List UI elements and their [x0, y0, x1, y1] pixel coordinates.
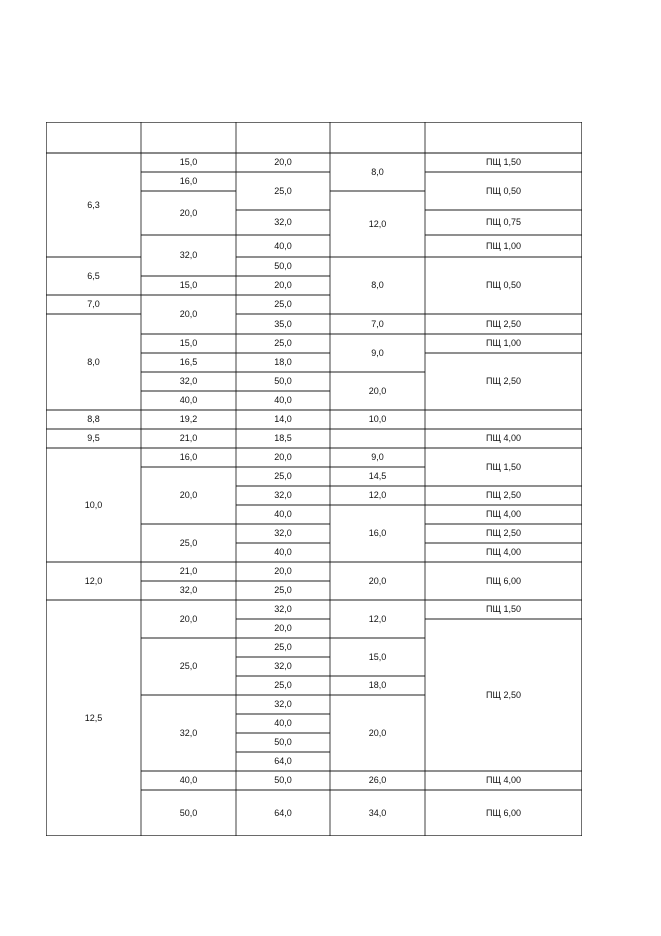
t-cell: 8,8	[87, 414, 100, 424]
wire-cell: ПЩ 2,50	[486, 528, 521, 538]
r-cell: 25,0	[274, 471, 292, 481]
r-cell: 20,0	[274, 280, 292, 290]
r-cell: 20,0	[274, 452, 292, 462]
r-cell: 20,0	[274, 623, 292, 633]
a2-cell: 26,0	[368, 775, 387, 785]
r-cell: 32,0	[274, 699, 292, 709]
r-cell: 25,0	[274, 338, 292, 348]
header-wire	[425, 122, 582, 153]
r-cell: 20,0	[274, 157, 292, 167]
a-cell: 32,0	[179, 585, 198, 595]
wire-cell: ПЩ 4,00	[486, 433, 521, 443]
a2-cell: 20,0	[368, 385, 387, 396]
r-cell: 35,0	[274, 318, 292, 329]
a-cell: 20,0	[179, 490, 198, 500]
r-cell: 50,0	[274, 376, 292, 386]
a-cell: 15,0	[179, 157, 198, 167]
t-cell: 8,0	[87, 356, 100, 367]
a-cell: 25,0	[179, 661, 198, 671]
a-cell: 20,0	[179, 309, 198, 319]
data-table	[46, 122, 582, 836]
r-cell: 25,0	[274, 642, 292, 652]
header-t	[46, 122, 141, 153]
a2-cell: 12,0	[368, 613, 387, 624]
a-cell: 15,0	[179, 280, 198, 290]
a2-cell: 12,0	[368, 218, 387, 229]
r-cell: 40,0	[274, 240, 292, 251]
wire-cell: ПЩ 6,00	[486, 575, 521, 586]
r-cell: 32,0	[274, 217, 292, 227]
a2-cell: 34,0	[368, 807, 387, 818]
header-a2	[330, 122, 425, 153]
a-cell: 15,0	[179, 338, 198, 348]
a2-cell: 16,0	[368, 528, 387, 538]
a-cell: 40,0	[179, 395, 198, 405]
a2-cell: 15,0	[368, 651, 387, 662]
r-cell: 64,0	[274, 756, 292, 766]
a2-cell: 10,0	[368, 414, 387, 424]
wire-cell: ПЩ 4,00	[486, 775, 521, 785]
a-cell: 32,0	[179, 727, 198, 738]
wire-cell: ПЩ 1,50	[486, 157, 521, 167]
header-a	[141, 122, 236, 153]
wire-cell: ПЩ 1,00	[486, 338, 521, 348]
a2-cell: 9,0	[371, 452, 384, 462]
r-cell: 32,0	[274, 604, 292, 614]
a2-cell: 14,5	[368, 471, 387, 481]
wire-cell: ПЩ 0,50	[486, 185, 521, 196]
a-cell: 20,0	[179, 207, 198, 218]
a-cell: 25,0	[179, 537, 198, 548]
a-cell: 20,0	[179, 613, 198, 624]
r-cell: 25,0	[274, 585, 292, 595]
a-cell: 16,0	[179, 176, 198, 186]
a-cell: 16,5	[179, 357, 198, 367]
r-cell: 64,0	[274, 807, 292, 818]
t-cell: 9,5	[87, 433, 100, 443]
r-cell: 14,0	[274, 414, 292, 424]
a-cell: 32,0	[179, 376, 198, 386]
a2-cell: 18,0	[368, 680, 387, 690]
r-cell: 32,0	[274, 661, 292, 671]
r-cell: 32,0	[274, 490, 292, 500]
wire-cell: ПЩ 4,00	[486, 509, 521, 519]
r-cell: 40,0	[274, 718, 292, 728]
a2-cell: 7,0	[371, 318, 384, 329]
a-cell: 50,0	[179, 807, 198, 818]
wire-cell: ПЩ 0,50	[486, 280, 521, 290]
r-cell: 50,0	[274, 775, 292, 785]
a2-cell: 8,0	[371, 166, 384, 177]
t-cell: 7,0	[87, 299, 100, 309]
r-cell: 18,5	[274, 433, 292, 443]
r-cell: 50,0	[274, 737, 292, 747]
r-cell: 20,0	[274, 566, 292, 576]
r-cell: 18,0	[274, 357, 292, 367]
wire-cell: ПЩ 2,50	[486, 490, 521, 500]
wire-cell: ПЩ 1,00	[486, 240, 521, 251]
wire-cell: ПЩ 6,00	[486, 807, 521, 818]
a-cell: 19,2	[179, 414, 198, 424]
wire-cell: ПЩ 2,50	[486, 318, 521, 329]
wire-cell: ПЩ 2,50	[486, 376, 521, 386]
a2-cell: 9,0	[371, 347, 384, 358]
r-cell: 25,0	[274, 680, 292, 690]
r-cell: 40,0	[274, 547, 292, 557]
r-cell: 40,0	[274, 509, 292, 519]
r-cell: 25,0	[274, 299, 292, 309]
wire-cell: ПЩ 1,50	[486, 461, 521, 472]
wire-cell: ПЩ 2,50	[486, 689, 521, 700]
t-cell: 12,0	[84, 575, 103, 586]
t-cell: 6,3	[87, 199, 100, 210]
header-r	[236, 122, 330, 153]
a-cell: 32,0	[179, 250, 198, 260]
a2-cell: 8,0	[371, 280, 384, 290]
a-cell: 40,0	[179, 775, 198, 785]
a2-cell: 20,0	[368, 727, 387, 738]
a2-cell: 12,0	[368, 490, 387, 500]
t-cell: 6,5	[87, 270, 100, 281]
wire-cell: ПЩ 4,00	[486, 547, 521, 557]
r-cell: 40,0	[274, 395, 292, 405]
t-cell: 10,0	[84, 499, 103, 510]
a-cell: 21,0	[179, 566, 198, 576]
r-cell: 32,0	[274, 528, 292, 538]
a2-cell: 20,0	[368, 575, 387, 586]
a-cell: 21,0	[179, 433, 198, 443]
a-cell: 16,0	[179, 452, 198, 462]
r-cell: 25,0	[274, 185, 292, 196]
wire-cell: ПЩ 0,75	[486, 217, 521, 227]
wire-cell: ПЩ 1,50	[486, 604, 521, 614]
r-cell: 50,0	[274, 261, 292, 271]
t-cell: 12,5	[84, 712, 103, 723]
